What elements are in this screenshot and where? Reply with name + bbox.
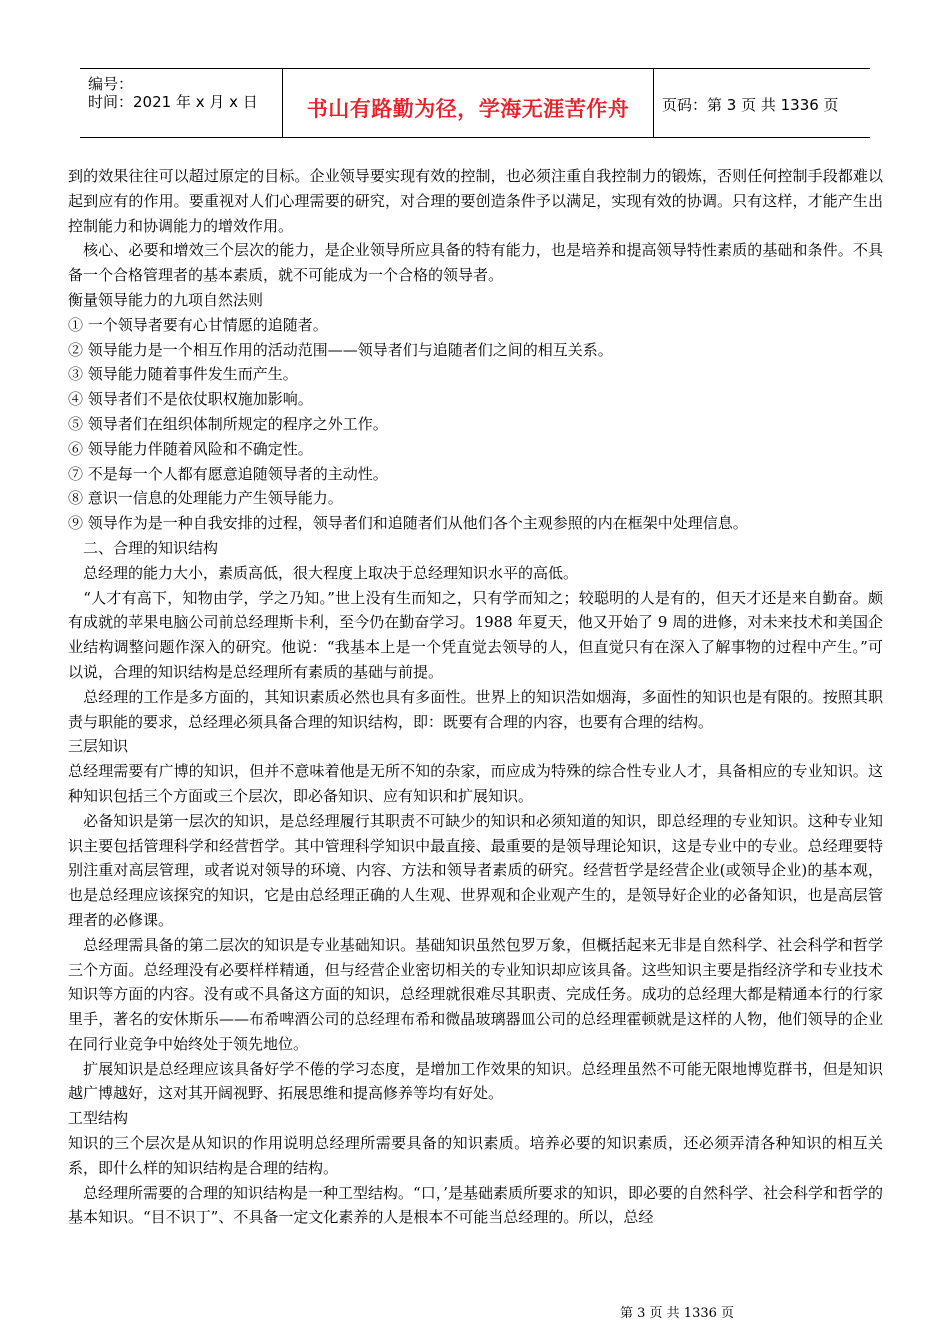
section-heading: 工型结构 xyxy=(68,1109,129,1128)
list-item: ① 一个领导者要有心甘情愿的追随者。 xyxy=(68,315,328,334)
paragraph: 知识的三个层次是从知识的作用说明总经理所需要具备的知识素质。培养必要的知识素质，还必须弄清各种知识的相互关系，即什么样的知识结构是合理的结构。 xyxy=(68,1134,883,1177)
paragraph: 总经理的能力大小，素质高低，很大程度上取决于总经理知识水平的高低。 xyxy=(68,563,579,582)
section-heading: 三层知识 xyxy=(68,737,129,756)
list-item: ⑤ 领导者们在组织体制所规定的程序之外工作。 xyxy=(68,414,388,433)
header-meta-cell xyxy=(80,69,283,137)
list-item: ④ 领导者们不是依仗职权施加影响。 xyxy=(68,390,313,409)
paragraph: 总经理的工作是多方面的，其知识素质必然也具有多面性。世界上的知识浩如烟海，多面性的知识也是有限的。按照其职责与职能的要求，总经理必须具备合理的知识结构，即：既要有合理的内容，也要有合理的结构。 xyxy=(68,687,883,731)
paragraph: 总经理需要有广博的知识，但并不意味着他是无所不知的杂家，而应成为特殊的综合性专业人才，具备相应的专业知识。这种知识包括三个方面或三个层次，即必备知识、应有知识和扩展知识。 xyxy=(68,762,883,805)
list-item: ③ 领导能力随着事件发生而产生。 xyxy=(68,365,298,384)
page-footer: 第 3 页 共 1336 页 xyxy=(620,1306,735,1321)
header-time-label: 时间：2021 年 x 月 x 日 xyxy=(88,93,258,111)
list-item: ② 领导能力是一个相互作用的活动范围——领导者们与追随者们之间的相互关系。 xyxy=(68,340,613,359)
header-motto: 书山有路勤为径，学海无涯苦作舟 xyxy=(306,96,630,121)
paragraph: 总经理需具备的第二层次的知识是专业基础知识。基础知识虽然包罗万象，但概括起来无非是自然科学、社会科学和哲学三个方面。总经理没有必要样样精通，但与经营企业密切相关的专业知识却应该具备。这些知识主要是指经济学和专业技术知识等方面的内容。没有或不具备这方面的知识，总经理就很难尽其职责、完成任务。成功的总经理大都是精通本行的行家里手，著名的安休斯乐——布希啤酒公司的总经理布希和微晶玻璃器皿公司的总经理霍顿就是这样的人物，他们领导的企业在同行业竞争中始终处于领先地位。 xyxy=(68,935,883,1053)
header-number-label: 编号： xyxy=(88,75,134,93)
list-item: ⑨ 领导作为是一种自我安排的过程，领导者们和追随者们从他们各个主观参照的内在框架中处理信息。 xyxy=(68,514,748,533)
paragraph: “人才有高下，知物由学，学之乃知。”世上没有生而知之，只有学而知之；较聪明的人是有的，但天才还是来自勤奋。颇有成就的苹果电脑公司前总经理斯卡利，至今仍在勤奋学习。1988 年夏天，他又开始了 9 周的进修，对未来技术和美国企业结构调整问题作深入的研究。他说：“我基本上是一个凭直觉去领导的人，但直觉只有在深入了解事物的过程中产生。”可以说，合理的知识结构是总经理所有素质的基础与前提。 xyxy=(68,588,883,681)
paragraph: 总经理所需要的合理的知识结构是一种工型结构。“口，’是基础素质所要求的知识，即必要的自然科学、社会科学和哲学的基本知识。“目不识丁”、不具备一定文化素养的人是根本不可能当总经理的。所以，总经 xyxy=(68,1183,883,1227)
header-page-cell xyxy=(654,69,870,137)
page-header xyxy=(80,68,870,138)
header-page-label: 页码：第 3 页 共 1336 页 xyxy=(662,96,839,114)
list-item: ⑧ 意识一信息的处理能力产生领导能力。 xyxy=(68,489,343,508)
paragraph: 到的效果往往可以超过原定的目标。企业领导要实现有效的控制，也必须注重自我控制力的锻炼，否则任何控制手段都难以起到应有的作用。要重视对人们心理需要的研究，对合理的要创造条件予以满足，实现有效的协调。只有这样，才能产生出控制能力和协调能力的增效作用。 xyxy=(68,167,883,235)
paragraph: 扩展知识是总经理应该具备好学不倦的学习态度，是增加工作效果的知识。总经理虽然不可能无限地博览群书，但是知识越广博越好，这对其开阔视野、拓展思维和提高修养等均有好处。 xyxy=(68,1059,883,1103)
header-motto-cell xyxy=(283,69,654,137)
paragraph: 必备知识是第一层次的知识，是总经理履行其职责不可缺少的知识和必须知道的知识，即总经理的专业知识。这种专业知识主要包括管理科学和经营哲学。其中管理科学知识中最直接、最重要的是领导理论知识，这是专业中的专业。总经理要特别注重对高层管理，或者说对领导的环境、内容、方法和领导者素质的研究。经营哲学是经营企业(或领导企业)的基本观，也是总经理应该探究的知识，它是由总经理正确的人生观、世界观和企业观产生的，是领导好企业的必备知识，也是高层管理者的必修课。 xyxy=(68,811,883,929)
list-item: ⑥ 领导能力伴随着风险和不确定性。 xyxy=(68,439,313,458)
list-item: ⑦ 不是每一个人都有愿意追随领导者的主动性。 xyxy=(68,464,388,483)
document-body xyxy=(68,164,883,1230)
section-heading: 衡量领导能力的九项自然法则 xyxy=(68,290,264,309)
section-heading: 二、合理的知识结构 xyxy=(68,538,219,557)
paragraph: 核心、必要和增效三个层次的能力，是企业领导所应具备的特有能力，也是培养和提高领导特性素质的基础和条件。不具备一个合格管理者的基本素质，就不可能成为一个合格的领导者。 xyxy=(68,241,883,285)
